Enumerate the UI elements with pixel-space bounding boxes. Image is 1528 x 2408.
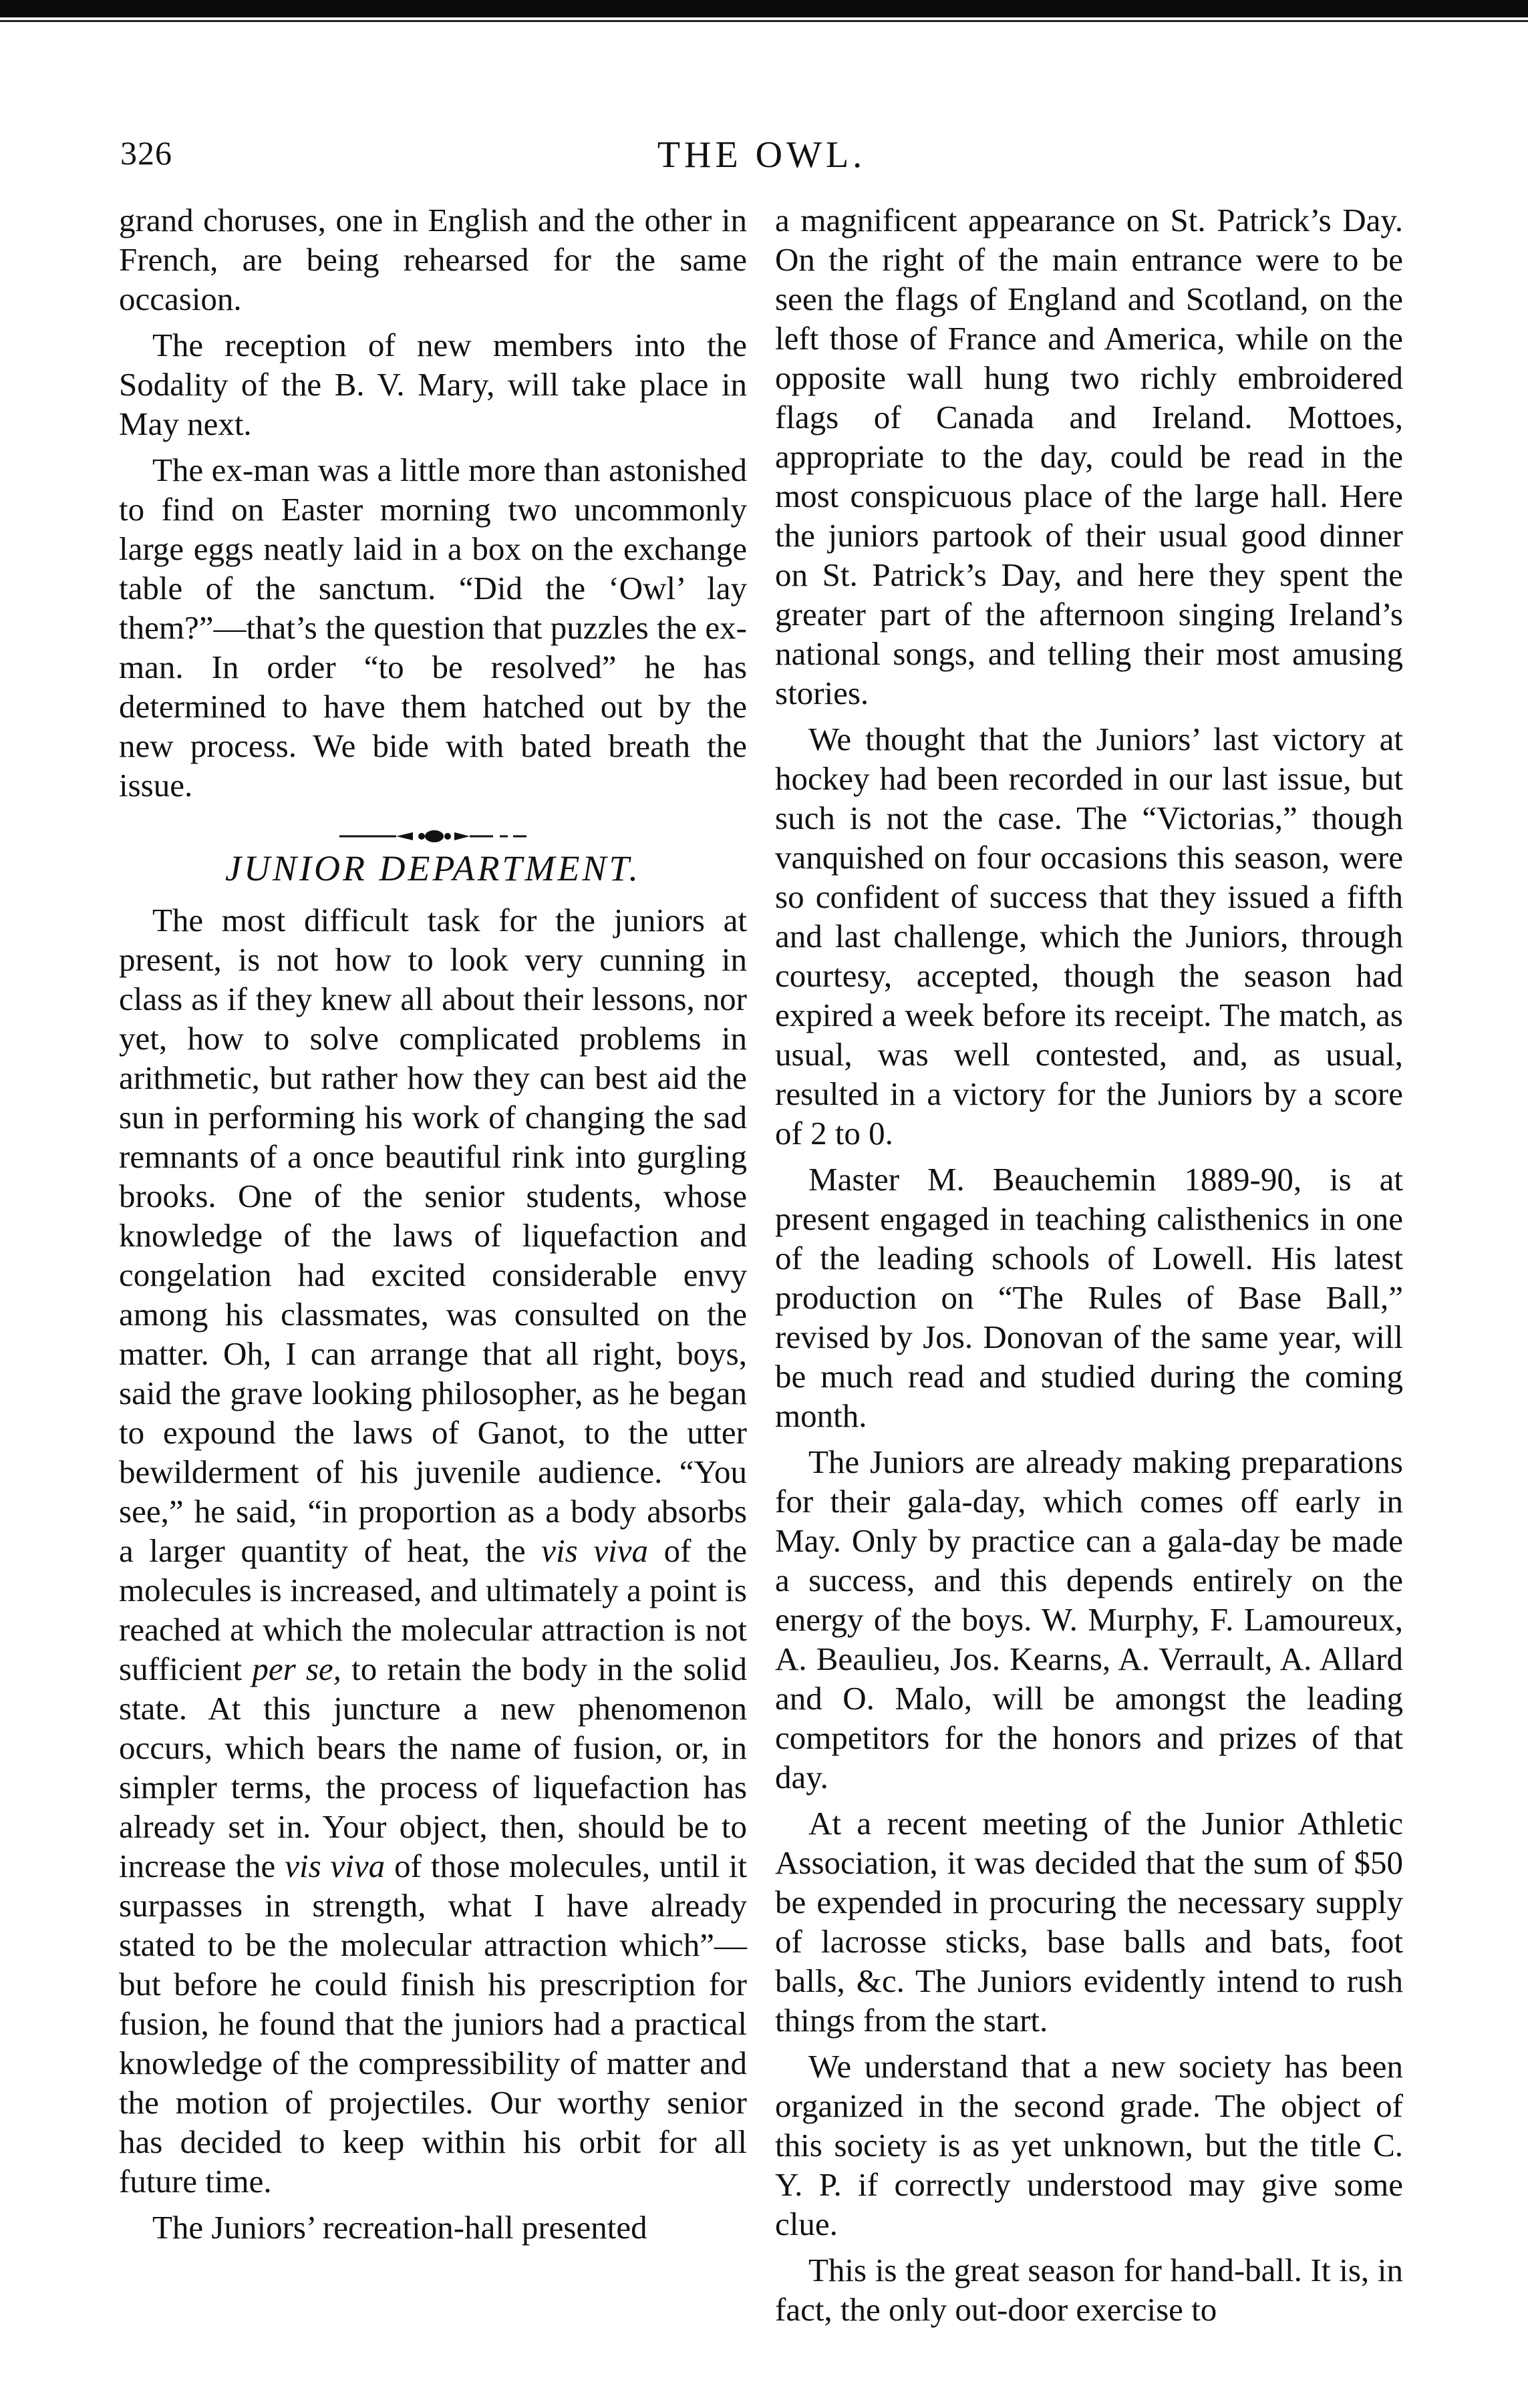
page-header [120, 134, 1403, 187]
paragraph: Master M. Beauchemin 1889-90, is at present engaged in teaching calisthenics in one of the leading schools of Lowell. His latest production on “The Rules of Base Ball,” revised by Jos. Donovan of the same year, will be much read and studied during the coming month. [775, 1161, 1403, 1434]
top-border-rule [0, 0, 1528, 17]
text-run: of those molecules, until it surpasses in strength, what I have already stated to be the molecular attraction which”—but before he could finish his prescription for fusion, he found that the juniors had a practical knowledge of the compressibility of matter and the motion of projectiles. Our worthy senior has decided to keep within his orbit for all future time. [119, 1848, 747, 2200]
paragraph: The Juniors’ recreation-hall presented [152, 2209, 647, 2246]
ornament-icon [333, 826, 533, 846]
text-run: The most difficult task for the juniors at present, is not how to look very cunning in class as if they knew all about their lessons, nor yet, how to solve complicated problems in arithmetic, but rather how they can best aid the sun in performing his work of changing the sad remnants of a once beautiful rink into gurgling brooks. One of the senior students, whose knowledge of the laws of liquefaction and congelation had excited considerable envy among his classmates, was consulted on the matter. Oh, I can arrange that all right, boys, said the grave looking philosopher, as he began to expound the laws of Ganot, to the utter bewilderment of his juvenile audience. “You see,” he said, “in proportion as a body absorbs a larger quantity of heat, the [119, 902, 747, 1569]
paragraph: The reception of new members into the Sodality of the B. V. Mary, will take place in May next. [119, 327, 747, 442]
paragraph: The Juniors are already making preparations for their gala-day, which comes off early in May. Only by practice can a gala-day be made a success, and this depends entirely on the energy of the boys. W. Murphy, F. Lamoureux, A. Beaulieu, Jos. Kearns, A. Verrault, A. Allard and O. Malo, will be amongst the leading competitors for the honors and prizes of that day. [775, 1443, 1403, 1795]
section-heading: JUNIOR DEPARTMENT. [225, 848, 641, 888]
text-run: of the molecules is increased, and ultimately a point is reached at which the molecular attraction is not sufficient [119, 1532, 748, 1687]
paragraph: a magnificent appearance on St. Patrick’s Day. On the right of the main entrance were to be seen the flags of England and Scotland, on the left those of France and America, while on the opposite wall hung two richly embroidered flags of Canada and Ireland. Mottoes, appropriate to the day, could be read in the most conspicuous place of the large hall. Here the juniors partook of their usual good dinner on St. Patrick’s Day, and here they spent the greater part of the afternoon singing Ireland’s national songs, and telling their most amusing stories. [775, 202, 1403, 711]
paragraph: This is the great season for hand-ball. It is, in fact, the only out-door exercise to [775, 2252, 1403, 2328]
italic-term: vis viva [541, 1532, 648, 1569]
paragraph: We understand that a new society has been organized in the second grade. The object of this society is as yet unknown, but the title C. Y. P. if correctly understood may give some clue. [775, 2048, 1403, 2242]
page-number: 326 [120, 134, 172, 172]
paragraph: grand choruses, one in English and the other in French, are being rehearsed for the same occasion. [119, 202, 747, 317]
italic-term: per se, [252, 1651, 341, 1687]
ornamental-divider [119, 816, 747, 840]
paragraph [119, 900, 747, 2201]
italic-term: vis viva [285, 1848, 386, 1884]
paragraph: The ex-man was a little more than astonished to find on Easter morning two uncommonly large eggs neatly laid in a box on the exchange table of the sanctum. “Did the ‘Owl’ lay them?”—that’s the question that puzzles the ex-man. In order “to be resolved” he has determined to have them hatched out by the new process. We bide with bated breath the issue. [119, 452, 747, 804]
paragraph: We thought that the Juniors’ last victory at hockey had been recorded in our last issue, but such is not the case. The “Victorias,” though vanquished on four occasions this season, were so confident of success that they issued a fifth and last challenge, which the Juniors, through courtesy, accepted, though the season had expired a week before its receipt. The match, as usual, was well contested, and, as usual, resulted in a victory for the Juniors by a score of 2 to 0. [775, 721, 1403, 1152]
text-run: to retain the body in the solid state. At this juncture a new phenomenon occurs, which bears the name of fusion, or, in simpler terms, the process of liquefaction has already set in. Your object, then, should be to increase the [119, 1651, 747, 1884]
right-column [775, 200, 1403, 2329]
top-border-thin-rule [0, 20, 1528, 22]
paragraph: At a recent meeting of the Junior Athletic Association, it was decided that the sum of $50 be expended in procuring the necessary supply of lacrosse sticks, base balls and bats, foot balls, &c. The Juniors evidently intend to rush things from the start. [775, 1805, 1403, 2039]
running-title: THE OWL. [657, 134, 867, 176]
left-column [119, 200, 747, 2247]
